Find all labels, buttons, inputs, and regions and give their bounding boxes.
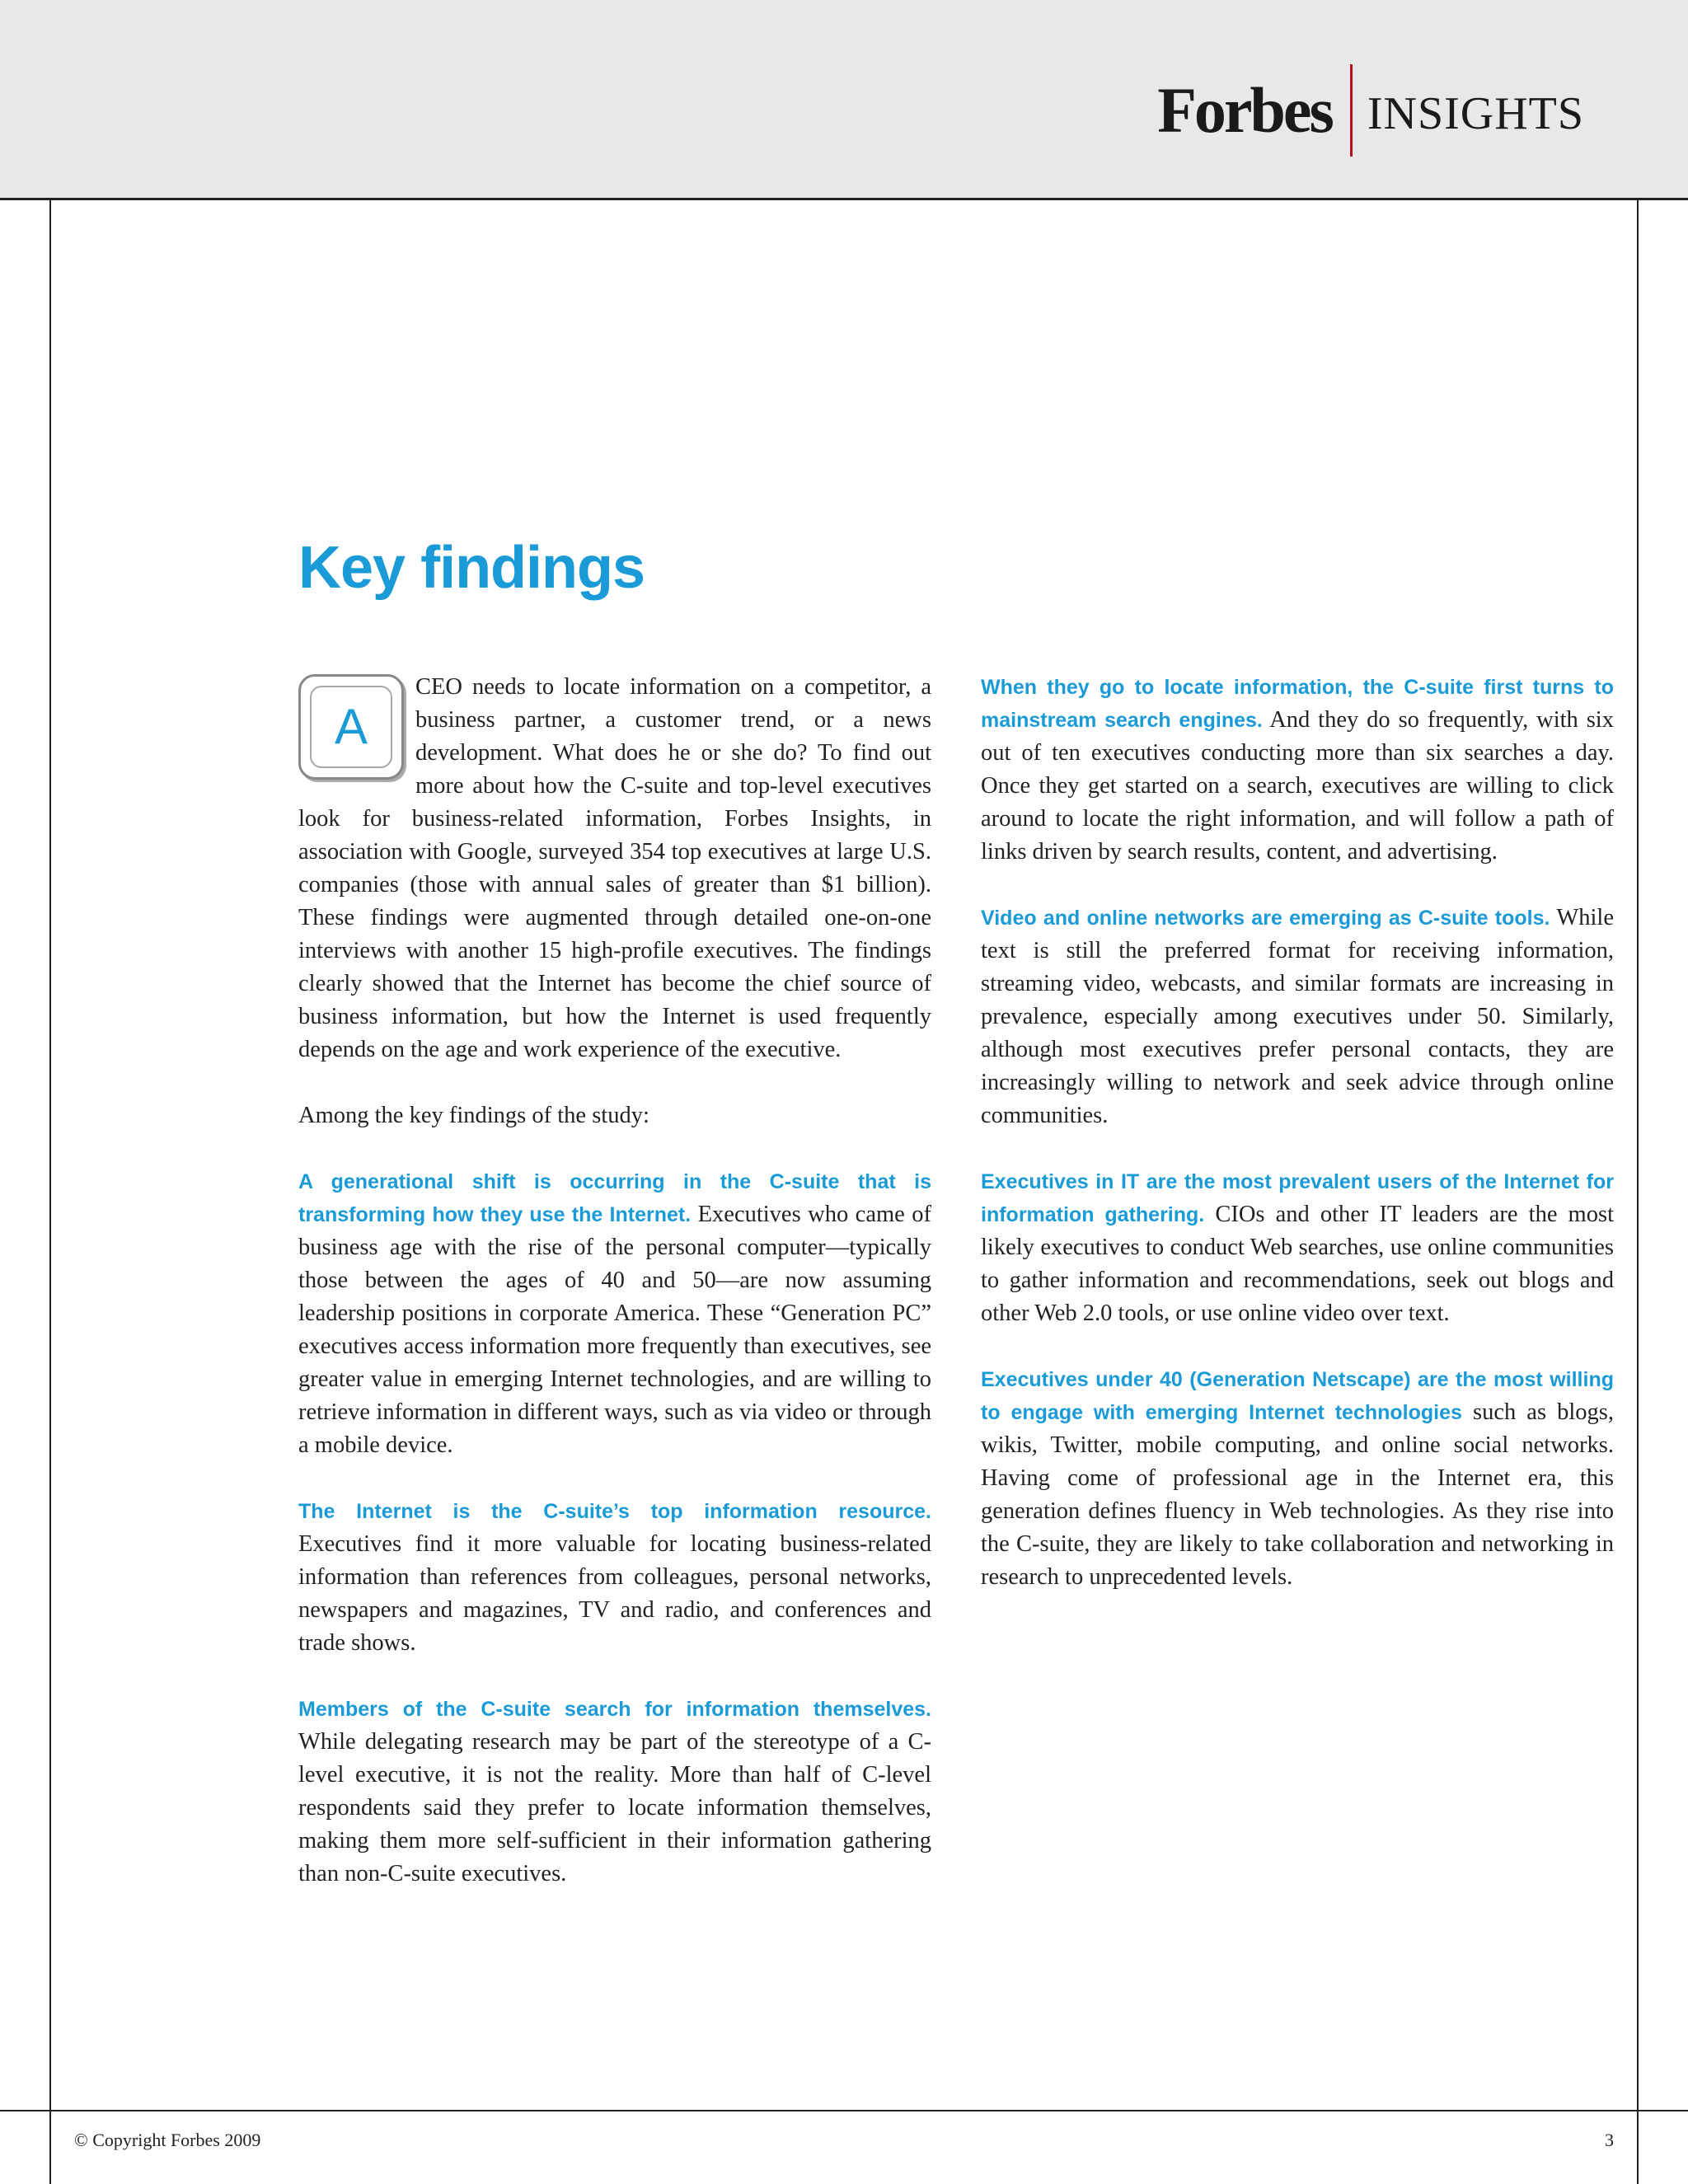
finding-lead: When they go to locate information, the C-suite first turns to mainstream search engines.	[981, 676, 1614, 732]
finding-body: CIOs and other IT leaders are the most likely executives to conduct Web searches, use online communities to gather information and recommendations, seek out blogs and other Web 2.0 tools, or use online video over text.	[981, 1202, 1614, 1326]
among-paragraph: Among the key findings of the study:	[298, 1103, 649, 1128]
finding-body: Executives find it more valuable for locating business-related information than references from colleagues, personal networks, newspapers and magazines, TV and radio, and conferences and trade shows.	[298, 1531, 931, 1656]
finding-body: While text is still the preferred format for receiving information, streaming video, webcasts, and similar formats are increasing in prevalence, especially among executives under 50. Similarly, although most executives prefer personal contacts, they are increasingly willing to network and seek advice through online communities.	[981, 905, 1614, 1128]
finding-body: such as blogs, wikis, Twitter, mobile computing, and online social networks. Having come of professional age in the Internet era, this generation defines fluency in Web technologies. As they rise into the C-suite, they are likely to take collaboration and networking in research to unprecedented levels.	[981, 1399, 1614, 1590]
right-column	[981, 671, 1614, 1627]
left-column	[298, 671, 931, 1924]
intro-text: CEO needs to locate information on a competitor, a business partner, a customer trend, or a news development. What does he or she do? To find out more about how the C-suite and top-level executives look for business-related information, Forbes Insights, in association with Google, surveyed 354 top executives at large U.S. companies (those with annual sales of greater than $1 billion). These findings were augmented through detailed one-on-one interviews with another 15 high-profile executives. The findings clearly showed that the Internet has become the chief source of business information, but how the Internet is used frequently depends on the age and work experience of the executive.	[298, 674, 931, 1062]
finding-paragraph	[298, 1693, 931, 1891]
logo-forbes-wordmark: Forbes	[1157, 74, 1332, 146]
logo-divider	[1350, 64, 1353, 157]
left-margin-rule	[49, 198, 51, 2184]
footer-rule	[0, 2110, 1688, 2111]
finding-lead: Video and online networks are emerging as C-suite tools.	[981, 907, 1550, 930]
finding-paragraph	[981, 1165, 1614, 1330]
right-margin-rule	[1637, 198, 1639, 2184]
finding-lead: Executives in IT are the most prevalent users of the Internet for information gathering.	[981, 1170, 1614, 1226]
finding-paragraph	[298, 1165, 931, 1462]
copyright-text: © Copyright Forbes 2009	[74, 2130, 261, 2150]
logo-insights-wordmark: INSIGHTS	[1367, 88, 1584, 139]
page-header	[0, 0, 1688, 200]
finding-paragraph	[298, 1495, 931, 1660]
page-title: Key findings	[298, 535, 645, 601]
finding-paragraph	[981, 671, 1614, 869]
dropcap-letter: A	[310, 686, 392, 768]
page-number: 3	[1605, 2130, 1614, 2150]
intro-paragraph	[298, 671, 931, 1066]
dropcap-box	[298, 674, 404, 780]
forbes-insights-logo	[1157, 64, 1584, 157]
finding-body: And they do so frequently, with six out of ten executives conducting more than six searches a day. Once they get started on a search, executives are willing to click around to locate the right information, and will follow a path of links driven by search results, content, and advertising.	[981, 707, 1614, 865]
finding-lead: The Internet is the C-suite’s top information resource.	[298, 1500, 931, 1523]
finding-body: Executives who came of business age with the rise of the personal computer—typically those between the ages of 40 and 50—are now assuming leadership positions in corporate America. These “Generation PC” executives access information more frequently than executives, see greater value in emerging Internet technologies, and are willing to retrieve information in different ways, such as via video or through a mobile device.	[298, 1202, 931, 1458]
finding-paragraph	[981, 902, 1614, 1132]
finding-lead: A generational shift is occurring in the C-suite that is transforming how they use the Internet.	[298, 1170, 931, 1226]
finding-lead: Executives under 40 (Generation Netscape) are the most willing to engage with emerging Internet technologies	[981, 1368, 1614, 1424]
finding-body: While delegating research may be part of the stereotype of a C-level executive, it is not the reality. More than half of C-level respondents said they prefer to locate information themselves, making them more self-sufficient in their information gathering than non-C-suite executives.	[298, 1729, 931, 1886]
finding-lead: Members of the C-suite search for information themselves.	[298, 1698, 931, 1721]
finding-paragraph	[981, 1363, 1614, 1594]
